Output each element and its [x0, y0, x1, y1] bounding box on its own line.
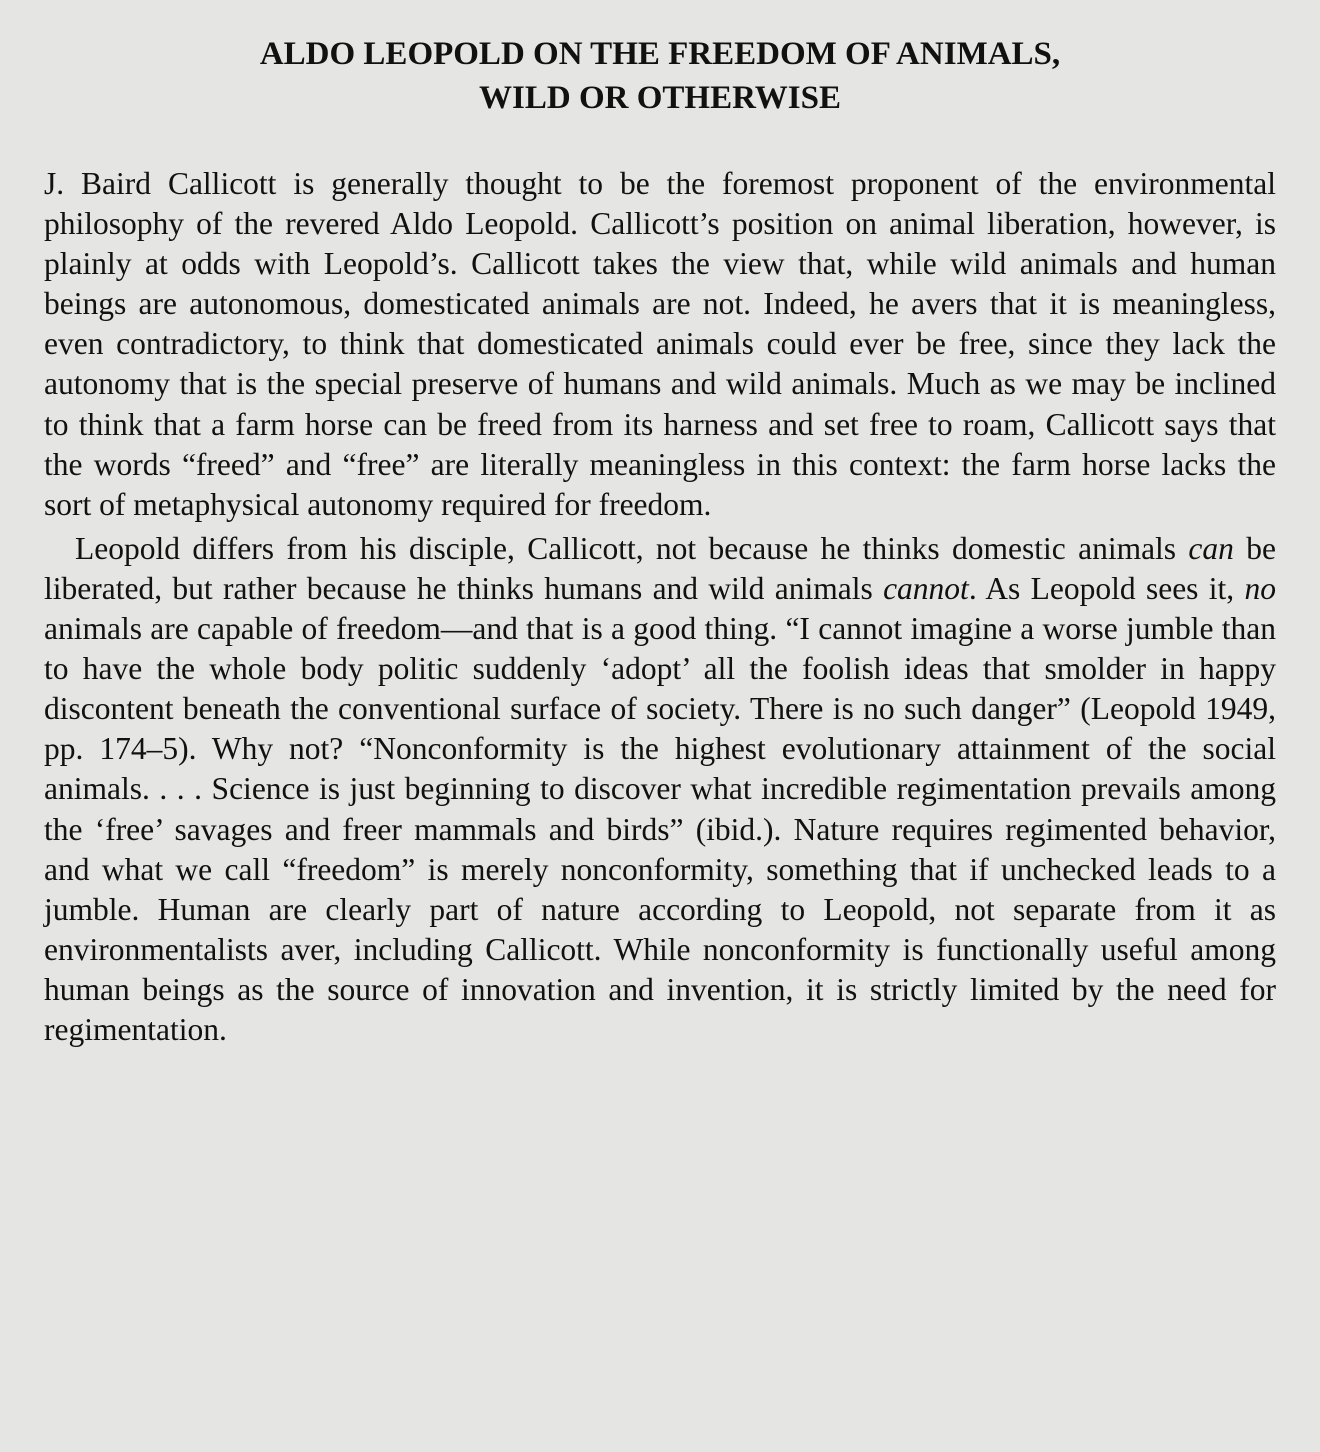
- italic-emphasis: can: [1188, 530, 1234, 566]
- text-segment: . As Leopold sees it,: [968, 570, 1245, 606]
- article-title: [44, 32, 1276, 120]
- text-segment: Leopold differs from his disciple, Callicott, not because he thinks domestic animals: [75, 530, 1189, 566]
- italic-emphasis: cannot: [883, 570, 969, 606]
- paragraph-2: [44, 529, 1276, 1050]
- text-segment: animals are capable of freedom—and that is a good thing. “I cannot imagine a worse jumble than to have the whole body politic suddenly ‘adopt’ all the foolish ideas that smolder in happy discontent beneath the conventional surface of society. There is no such danger” (Leopold 1949, pp. 174–5). Why not? “Nonconformity is the highest evolutionary attainment of the social animals. . . . Science is just beginning to discover what incredible regimentation prevails among the ‘free’ savages and freer mammals and birds” (ibid.). Nature requires regimented behavior, and what we call “freedom” is merely nonconformity, something that if unchecked leads to a jumble. Human are clearly part of nature according to Leopold, not separate from it as environmentalists aver, including Callicott. While nonconformity is functionally useful among human beings as the source of innovation and invention, it is strictly limited by the need for regimentation.: [44, 611, 1276, 1047]
- text-segment: be liberated, but rather because he thinks humans and wild animals: [44, 530, 1276, 606]
- paragraph-1: [44, 164, 1276, 525]
- text-segment: J. Baird Callicott is generally thought to be the foremost proponent of the environmental philosophy of the revered Aldo Leopold. Callicott’s position on animal liberation, however, is plainly at odds with Leopold’s. Callicott takes the view that, while wild animals and human beings are autonomous, domesticated animals are not. Indeed, he avers that it is meaningless, even contradictory, to think that domesticated animals could ever be free, since they lack the autonomy that is the special preserve of humans and wild animals. Much as we may be inclined to think that a farm horse can be freed from its harness and set free to roam, Callicott says that the words “freed” and “free” are literally meaningless in this context: the farm horse lacks the sort of metaphysical autonomy required for freedom.: [44, 166, 1276, 522]
- italic-emphasis: no: [1244, 570, 1277, 606]
- article-title-line-1: ALDO LEOPOLD ON THE FREEDOM OF ANIMALS,: [259, 36, 1061, 72]
- article-body: [44, 164, 1276, 1050]
- article-title-line-2: WILD OR OTHERWISE: [479, 80, 841, 116]
